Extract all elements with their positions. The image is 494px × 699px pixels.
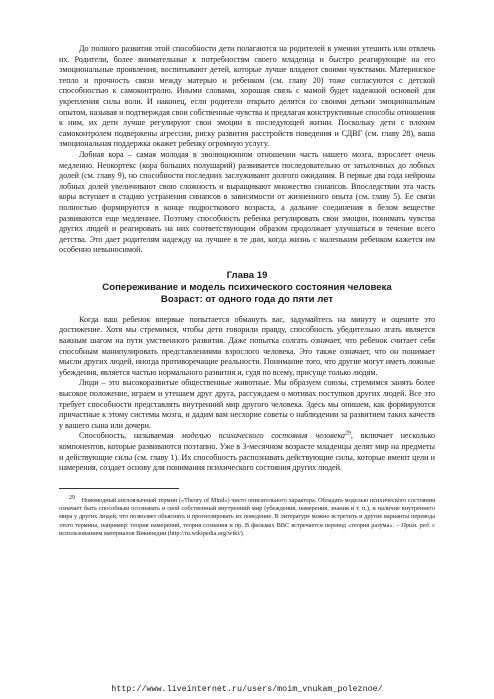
footnote (59, 494, 435, 538)
footnote-italic: Прим. ред. (401, 521, 431, 529)
document-page (59, 44, 435, 538)
text-span: , включает несколько компонентов, которые развиваются поэтапно. Уже в 3-месячном возрасте младенцы делят мир на предметы и действующие силы (см. главу 1). Их способность распознавать действующие силы, которые имеют цели и намерения, создает основу для понимания психического состояния других людей. (59, 431, 435, 473)
footnote-text-end: с использованием материалов Википедии (http://ru.wikipedia.org/wiki/). (59, 521, 435, 537)
text-span: Способность, называемая (79, 431, 182, 441)
paragraph: Когда ваш ребенок впервые попытается обмануть вас, задумайтесь на минуту и оцените это достижение. Хотя мы стремимся, чтобы дети говорили правду, способность убедительно лгать является важным шагом на пути умственного развития. Даже попытка солгать означает, что ребенок считает себя способным манипулировать представлениями взрослого человека. Это также означает, что он понимает мысли других людей, иногда противоречащие реальности. Понимание того, что другие могут иметь ложные убеждения, является частью нормального развития и, судя по всему, присуще только людям. (59, 314, 435, 377)
paragraph: Люди – это высокоразвитые общественные животные. Мы образуем союзы, стремимся занять более высокое положение, играем и утешаем друг друга, рассуждаем о мотивах поступков других людей. Все это требует способности представлять внутренний мир другого человека. Здесь мы опишем, как формируются причастные к этому системы мозга, и дадим вам несхорие советы о наблюдении за развитием таких качеств у вашего сына или дочери. (59, 378, 435, 430)
footnote-number: 29 (69, 494, 75, 501)
footnote-ref[interactable]: 29 (344, 430, 351, 437)
paragraph: До полного развития этой способности дети полагаются на родителей в умении утешить или отвлечь их. Родители, более внимательные к потребностям своего младенца и быстро реагирующие на его эмоциональные проявления, воспитывают детей, которые лучше владеют своими чувствами. Материнское тепло и прочность связи между матерью и ребенком (см. главу 20) тоже согласуются с детской способностью к самоконтролю. Иными словами, хорошая связь с мамой будет надежной основой для укрепления силы воли. И наконец, если родители открыто делятся со своими детьми эмоциональным опытом, называя и подтверждая свои собственные чувства и предлагая конструктивные способы отношения к ним, их дети лучше регулируют свои эмоции в последующей жизни. Поскольку дети с плохим самоконтролем подвержены агрессии, риску развития расстройств поведения и СДВГ (см. главу 28), ваша эмоциональная поддержка окажет ребенку огромную услугу. (59, 44, 435, 149)
italic-term: моделью психического состояния человека (181, 431, 345, 441)
paragraph-with-footnote (59, 431, 435, 473)
chapter-number: Глава 19 (226, 269, 268, 281)
chapter-title: Сопереживание и модель психического состояния человека (102, 281, 392, 293)
footnote-divider (59, 488, 179, 489)
paragraph: Лобная кора – самая молодая в эволюционном отношении часть нашего мозга, взрослеет очень медленно. Неокортекс (кора больших полушарий) развивается последовательно от затылочных до лобных долей (см. главу 9), но способности последних заслуживают долгого ожидания. В первые два года нейроны лобных долей увеличивают свою сложность и выращивают множество синапсов. Впоследствии эта часть коры вступает в стадию устранения синапсов в зависимости от жизненного опыта (см. главу 5). Ее связи полностью формируются в конце подросткового возраста, а дальние соединения в белом веществе развиваются еще медленнее. Поэтому способность ребенка регулировать свои эмоции, понимать чувства других людей и реагировать на них соответствующим образом продолжает улучшаться в течение всего детства. Это дает родителям надежду на лучшее в те дни, когда жизнь с маленьким ребенком кажется им особенно невыносимой. (59, 149, 435, 255)
footnote-text: Новомодный англоязычный термин («Theory of Mind») чисто описательного характера. Обладать моделью психического состояния означает быть способным осознавать и свой собственный внутренний мир (убеждения, намерения, знания и т. п.), и наличие внутреннего мира у других людей, что позволяет объяснять и прогнозировать их поведение. В литературе можно встретить и другие варианты перевода этого термина, например: теория намерений, теория сознания и пр. В фильмах ВВС встречается перевод «теория разума». – (59, 496, 435, 529)
chapter-subtitle: Возраст: от одного года до пяти лет (160, 293, 334, 305)
footer-url[interactable]: http://www.liveinternet.ru/users/moim_vnukam_poleznoe/ (111, 684, 383, 694)
